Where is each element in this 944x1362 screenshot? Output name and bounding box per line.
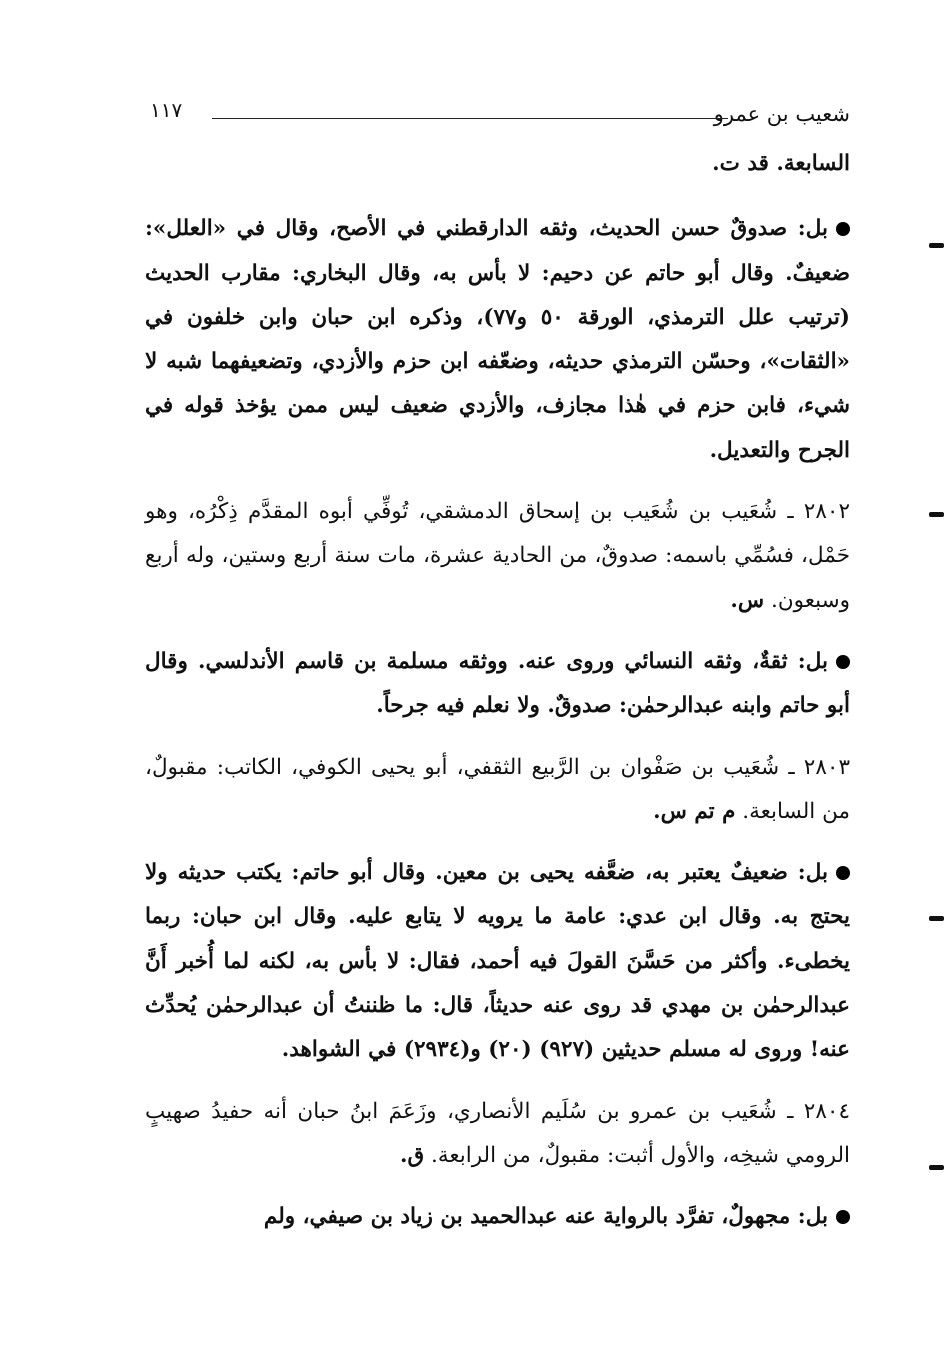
entry-paragraph — [145, 1090, 850, 1179]
paragraph-continuation — [145, 142, 850, 186]
margin-mark — [929, 916, 944, 921]
page-header — [150, 92, 850, 132]
margin-mark — [929, 512, 944, 517]
paragraph-text: ٢٨٠٣ ـ شُعَيب بن صَفْوان بن الرَّبيع الثقفي، أبو يحيى الكوفي، الكاتب: مقبولٌ، من السابعة. — [145, 754, 850, 824]
commentary-paragraph — [145, 1195, 850, 1239]
paragraph-text: بل: مجهولٌ، تفرَّد بالرواية عنه عبدالحميد بن زياد بن صيفي، ولم — [263, 1204, 828, 1230]
paragraph-text: بل: ثقةٌ، وثقه النسائي وروى عنه. ووثقه مسلمة بن قاسم الأندلسي. وقال أبو حاتم وابنه عبدالرحمٰن: صدوقٌ. ولا نعلم فيه جرحاً. — [145, 648, 850, 719]
commentary-paragraph — [145, 207, 850, 473]
commentary-paragraph — [145, 640, 850, 729]
running-title: شعيب بن عمرو — [713, 102, 850, 126]
paragraph-text: ٢٨٠٤ ـ شُعَيب بن عمرو بن سُلَيم الأنصاري، وزَعَمَ ابنُ حبان أنه حفيدُ صهيبٍ الرومي شيخِه، والأول أثبت: مقبولٌ، من الرابعة. — [145, 1098, 850, 1168]
bullet-icon — [836, 222, 850, 236]
paragraph-text: ٢٨٠٢ ـ شُعَيب بن شُعَيب بن إسحاق الدمشقي، تُوفِّي أبوه المقدَّم ذِكْرُه، وهو حَمْل، فسُمِّي باسمه: صدوقٌ، من الحادية عشرة، مات سنة أربع وستين، وله أربع وسبعون. — [145, 499, 850, 613]
narrator-symbol: م تم س. — [653, 798, 736, 824]
bullet-icon — [836, 1210, 850, 1224]
page-body — [145, 142, 850, 1240]
bullet-icon — [836, 655, 850, 669]
paragraph-text: بل: ضعيفٌ يعتبر به، ضعَّفه يحيى بن معين. وقال أبو حاتم: يكتب حديثه ولا يحتج به. وقال ابن عدي: عامة ما يرويه لا يتابع عليه. وقال ابن حبان: ربما يخطىء. وأكثر من حَسَّنَ القولَ فيه أحمد، فقال: لا بأس به، لكنه لما أُخبر أَنَّ عبدالرحمٰن بن مهدي قد روى عنه حديثاً، قال: ما ظننتُ أن عبدالرحمٰن يُحدِّث عنه! وروى له مسلم حديثين (٩٢٧) (٢٠) و(٢٩٣٤) في الشواهد. — [145, 860, 850, 1063]
narrator-symbol: س. — [730, 587, 765, 613]
entry-paragraph — [145, 490, 850, 623]
commentary-paragraph — [145, 851, 850, 1072]
header-rule — [212, 118, 728, 119]
entry-paragraph — [145, 746, 850, 835]
paragraph-text: السابعة. قد ت. — [712, 151, 850, 176]
bullet-icon — [836, 866, 850, 880]
page-number: ١١٧ — [150, 98, 183, 122]
paragraph-text: بل: صدوقٌ حسن الحديث، وثقه الدارقطني في الأصح، وقال في «العلل»: ضعيفٌ. وقال أبو حاتم عن دحيم: لا بأس به، وقال البخاري: مقارب الحديث (ترتيب علل الترمذي، الورقة ٥٠ و٧٧)، وذكره ابن حبان وابن خلفون في «الثقات»، وحسّن الترمذي حديثه، وضعّفه ابن حزم والأزدي، وتضعيفهما شبه لا شيء، فابن حزم في هٰذا مجازف، والأزدي ضعيف ليس ممن يؤخذ قوله في الجرح والتعديل. — [145, 216, 850, 463]
margin-mark — [929, 1165, 944, 1170]
narrator-symbol: ق. — [399, 1142, 425, 1168]
margin-mark — [929, 243, 944, 248]
